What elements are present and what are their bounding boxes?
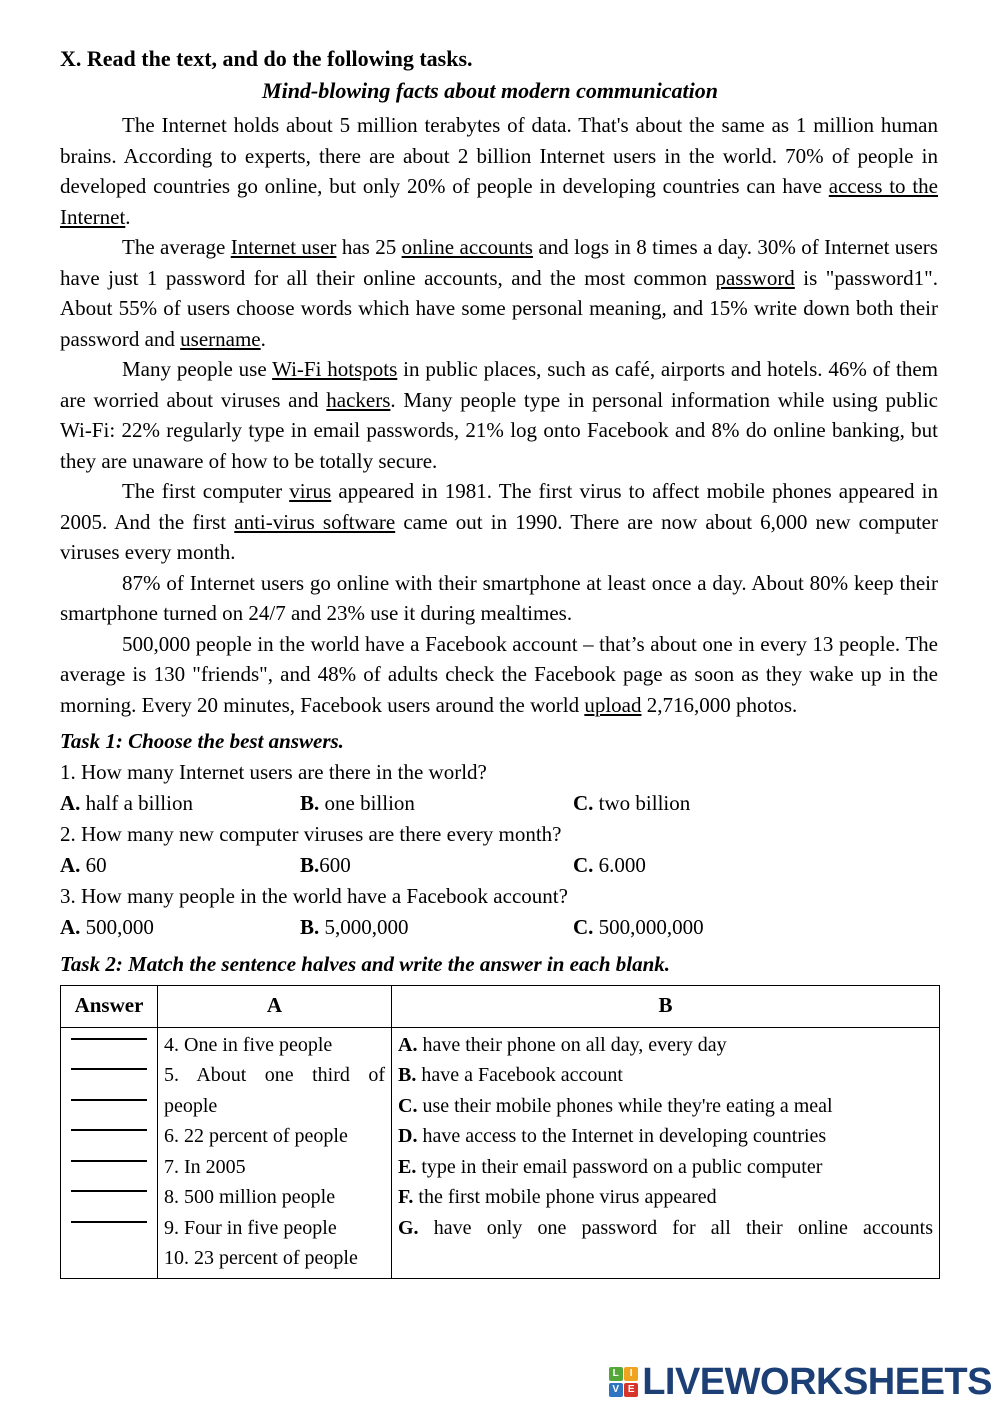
option-text: 5,000,000 <box>319 915 409 940</box>
option-b[interactable] <box>300 850 351 881</box>
passage-text: . <box>125 204 131 229</box>
column-header-answer: Answer <box>61 986 158 1028</box>
list-item: 7. In 2005 <box>164 1155 246 1178</box>
passage-text: Many people use <box>122 357 273 382</box>
liveworksheets-logo <box>609 1359 992 1405</box>
list-item: 10. 23 percent of people <box>164 1247 358 1270</box>
answer-blank[interactable] <box>71 1221 147 1223</box>
answer-blank[interactable] <box>71 1099 147 1101</box>
item-text: have their phone on all day, every day <box>417 1033 727 1056</box>
option-letter: A. <box>60 853 81 878</box>
column-header-b: B <box>392 986 940 1028</box>
passage-paragraph <box>60 476 938 568</box>
column-a-cell <box>158 1027 392 1278</box>
passage-text: 2,716,000 photos. <box>641 692 798 717</box>
task1-title: Task 1: Choose the best answers. <box>60 729 344 754</box>
item-text: the first mobile phone virus appeared <box>413 1186 717 1209</box>
list-item: 9. Four in five people <box>164 1216 337 1239</box>
reading-subtitle: Mind-blowing facts about modern communication <box>262 77 718 103</box>
item-text: type in their email password on a public computer <box>416 1155 823 1178</box>
item-text: have a Facebook account <box>416 1064 623 1087</box>
item-letter: A. <box>398 1033 418 1056</box>
question-prompt: 2. How many new computer viruses are there every month? <box>60 822 562 847</box>
option-c[interactable] <box>573 850 646 881</box>
passage-text: has 25 <box>336 235 402 260</box>
passage-text: The first computer <box>122 479 290 504</box>
passage-text: 500,000 people in the world have a Facebook account – that’s about one in every 13 people. The average is 130 "friends", and 48% of adults check the Facebook page as soon as they wake up in the morning. Every 20 minutes, Facebook users around the world <box>60 631 938 717</box>
passage-text: in public places, such as café, airports and hotels. 46% of them are worried about viruses and <box>60 357 938 412</box>
passage-text: The average <box>122 235 231 260</box>
option-text: two billion <box>593 791 691 816</box>
task1-question <box>60 819 938 881</box>
option-text: 60 <box>80 853 107 878</box>
option-row <box>60 850 938 881</box>
option-letter: B. <box>300 915 320 940</box>
passage-paragraph <box>60 110 938 232</box>
list-item <box>398 1030 933 1061</box>
logo-tile-v: V <box>609 1383 623 1397</box>
passage-text: 87% of Internet users go online with their smartphone at least once a day. About 80% keep their smartphone turned on 24/7 and 23% use it during mealtimes. <box>60 570 938 626</box>
passage-text: came out in 1990. There are now about 6,000 new computer viruses every month. <box>60 509 938 565</box>
item-letter: C. <box>398 1094 418 1117</box>
passage-text: . <box>260 326 266 351</box>
underlined-term: virus <box>289 479 332 504</box>
underlined-term: username <box>180 326 261 351</box>
passage-paragraph <box>60 568 938 629</box>
passage-text: The Internet holds about 5 million terabytes of data. That's about the same as 1 million human brains. According to experts, there are about 2 billion Internet users in the world. 70% of people in developed countries go online, but only 20% of people in developing countries can have <box>60 113 938 199</box>
underlined-term: access to the Internet <box>60 174 938 229</box>
option-text: 500,000,000 <box>593 915 704 940</box>
logo-tile-i: I <box>624 1367 638 1381</box>
list-item: 6. 22 percent of people <box>164 1125 348 1148</box>
passage-text: . Many people type in personal information while using public Wi-Fi: 22% regularly type in email passwords, 21% log onto Facebook and 8% do online banking, but they are unaware of how to be totally secure. <box>60 387 938 473</box>
answer-blank[interactable] <box>71 1038 147 1040</box>
task1-question <box>60 881 938 943</box>
answer-blank-list <box>67 1038 151 1223</box>
table-header-row <box>61 986 940 1028</box>
option-text: 6.000 <box>593 853 646 878</box>
option-letter: C. <box>573 915 594 940</box>
page-title: X. Read the text, and do the following tasks. <box>60 46 473 71</box>
logo-tiles <box>609 1367 639 1397</box>
option-row <box>60 912 938 943</box>
list-item <box>398 1060 933 1091</box>
list-item <box>398 1091 933 1122</box>
item-text: have access to the Internet in developing countries <box>417 1125 827 1148</box>
option-letter: B. <box>300 853 320 878</box>
passage-paragraph <box>60 232 938 354</box>
option-letter: A. <box>60 915 81 940</box>
item-letter: E. <box>398 1155 417 1178</box>
option-text: 600 <box>319 853 351 878</box>
item-letter: G. <box>398 1216 419 1239</box>
reading-passage <box>60 110 938 720</box>
list-item <box>398 1182 933 1213</box>
task2-title: Task 2: Match the sentence halves and write the answer in each blank. <box>60 952 671 977</box>
column-header-a: A <box>158 986 392 1028</box>
option-text: one billion <box>319 791 415 816</box>
option-letter: B. <box>300 791 320 816</box>
option-a[interactable] <box>60 788 193 819</box>
underlined-term: Wi-Fi hotspots <box>272 357 398 382</box>
underlined-term: hackers <box>326 387 391 412</box>
option-text: 500,000 <box>80 915 154 940</box>
logo-wordmark: LIVEWORKSHEETS <box>642 1361 992 1403</box>
answer-blanks-cell[interactable] <box>61 1027 158 1278</box>
option-a[interactable] <box>60 850 107 881</box>
task1-question <box>60 757 938 819</box>
item-letter: D. <box>398 1125 418 1148</box>
option-letter: A. <box>60 791 81 816</box>
item-text: have only one password for all their online accounts <box>418 1216 933 1239</box>
list-item: 5. About one third of people <box>164 1064 385 1117</box>
option-letter: C. <box>573 853 594 878</box>
underlined-term: upload <box>584 692 642 717</box>
option-text: half a billion <box>80 791 193 816</box>
answer-blank[interactable] <box>71 1129 147 1131</box>
list-item: 8. 500 million people <box>164 1186 336 1209</box>
underlined-term: anti-virus software <box>234 509 396 534</box>
matching-table <box>60 985 940 1279</box>
option-row <box>60 788 938 819</box>
passage-paragraph <box>60 354 938 476</box>
question-prompt: 3. How many people in the world have a Facebook account? <box>60 884 568 909</box>
logo-tile-e: E <box>624 1383 638 1397</box>
question-prompt: 1. How many Internet users are there in the world? <box>60 760 487 785</box>
underlined-term: password <box>715 265 795 290</box>
item-letter: F. <box>398 1186 414 1209</box>
table-row <box>61 1027 940 1278</box>
answer-blank[interactable] <box>71 1160 147 1162</box>
option-c[interactable] <box>573 912 704 943</box>
underlined-term: online accounts <box>401 235 533 260</box>
column-b-cell <box>392 1027 940 1278</box>
passage-paragraph <box>60 629 938 721</box>
item-letter: B. <box>398 1064 417 1087</box>
answer-blank[interactable] <box>71 1068 147 1070</box>
passage-text: and logs in 8 times a day. 30% of Internet users have just 1 password for all their online accounts, and the most common <box>60 235 938 290</box>
list-item: 4. One in five people <box>164 1033 333 1056</box>
list-item <box>398 1152 933 1183</box>
passage-text: is "password1". About 55% of users choose words which have some personal meaning, and 15% write down both their password and <box>60 265 938 351</box>
logo-tile-l: L <box>609 1367 623 1381</box>
option-b[interactable] <box>300 788 415 819</box>
option-c[interactable] <box>573 788 690 819</box>
answer-blank[interactable] <box>71 1190 147 1192</box>
list-item <box>398 1213 933 1244</box>
item-text: use their mobile phones while they're eating a meal <box>417 1094 833 1117</box>
passage-text: appeared in 1981. The first virus to affect mobile phones appeared in 2005. And the first <box>60 479 939 534</box>
list-item <box>398 1121 933 1152</box>
option-a[interactable] <box>60 912 154 943</box>
option-b[interactable] <box>300 912 409 943</box>
underlined-term: Internet user <box>230 235 337 260</box>
option-letter: C. <box>573 791 594 816</box>
